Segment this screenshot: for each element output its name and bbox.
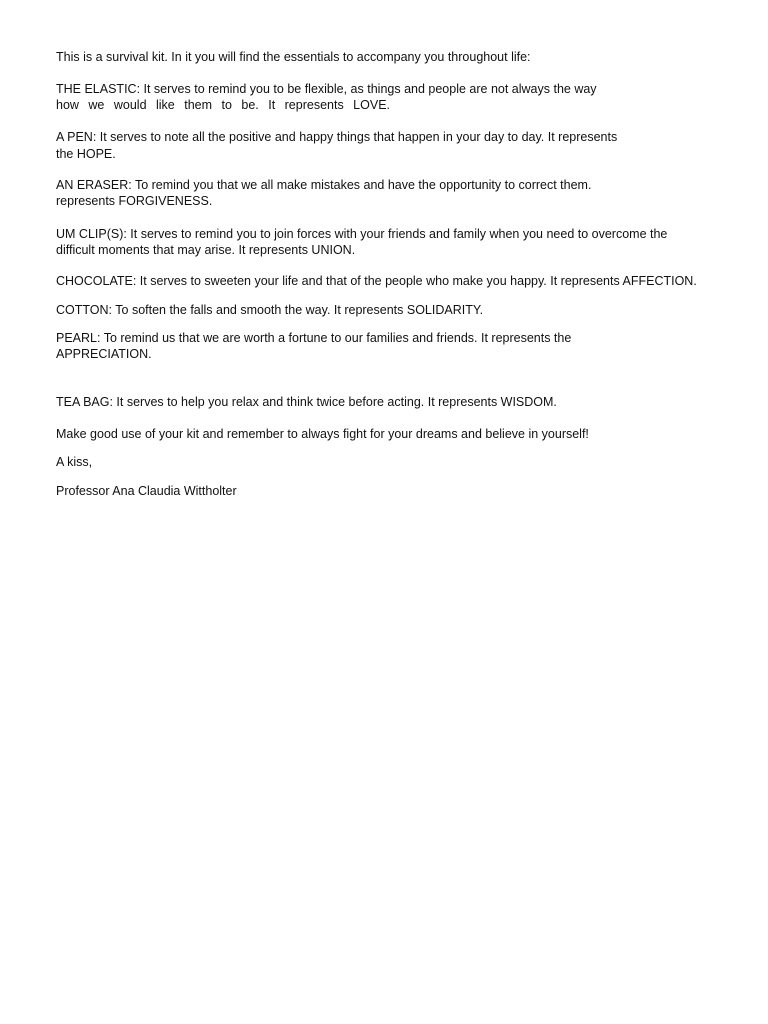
item-eraser-line-2: represents FORGIVENESS. xyxy=(56,194,213,208)
item-clip-line-2: difficult moments that may arise. It represents UNION. xyxy=(56,243,356,257)
item-eraser-line-1: AN ERASER: To remind you that we all make mistakes and have the opportunity to correct them. xyxy=(56,178,592,192)
intro-text: This is a survival kit. In it you will find the essentials to accompany you throughout life: xyxy=(56,50,531,64)
item-elastic-line-1: THE ELASTIC: It serves to remind you to be flexible, as things and people are not always the way xyxy=(56,82,597,96)
item-pen-line-1: A PEN: It serves to note all the positive and happy things that happen in your day to day. It represents xyxy=(56,130,618,144)
item-elastic-line-2: how we would like them to be. It represents LOVE. xyxy=(56,98,390,112)
item-cotton-line-1: COTTON: To soften the falls and smooth the way. It represents SOLIDARITY. xyxy=(56,303,484,317)
item-pen-line-2: the HOPE. xyxy=(56,147,116,161)
item-chocolate-line-1: CHOCOLATE: It serves to sweeten your life and that of the people who make you happy. It represents AFFECTION. xyxy=(56,274,697,288)
item-clip-line-1: UM CLIP(S): It serves to remind you to join forces with your friends and family when you need to overcome the xyxy=(56,227,668,241)
item-tea-bag-line-1: TEA BAG: It serves to help you relax and think twice before acting. It represents WISDOM. xyxy=(56,395,557,409)
closing-text: Make good use of your kit and remember to always fight for your dreams and believe in yourself! xyxy=(56,427,589,441)
item-pearl-line-1: PEARL: To remind us that we are worth a fortune to our families and friends. It represents the xyxy=(56,331,572,345)
item-pearl-line-2: APPRECIATION. xyxy=(56,347,152,361)
salutation-text: A kiss, xyxy=(56,455,93,469)
signature-text: Professor Ana Claudia Wittholter xyxy=(56,484,237,498)
